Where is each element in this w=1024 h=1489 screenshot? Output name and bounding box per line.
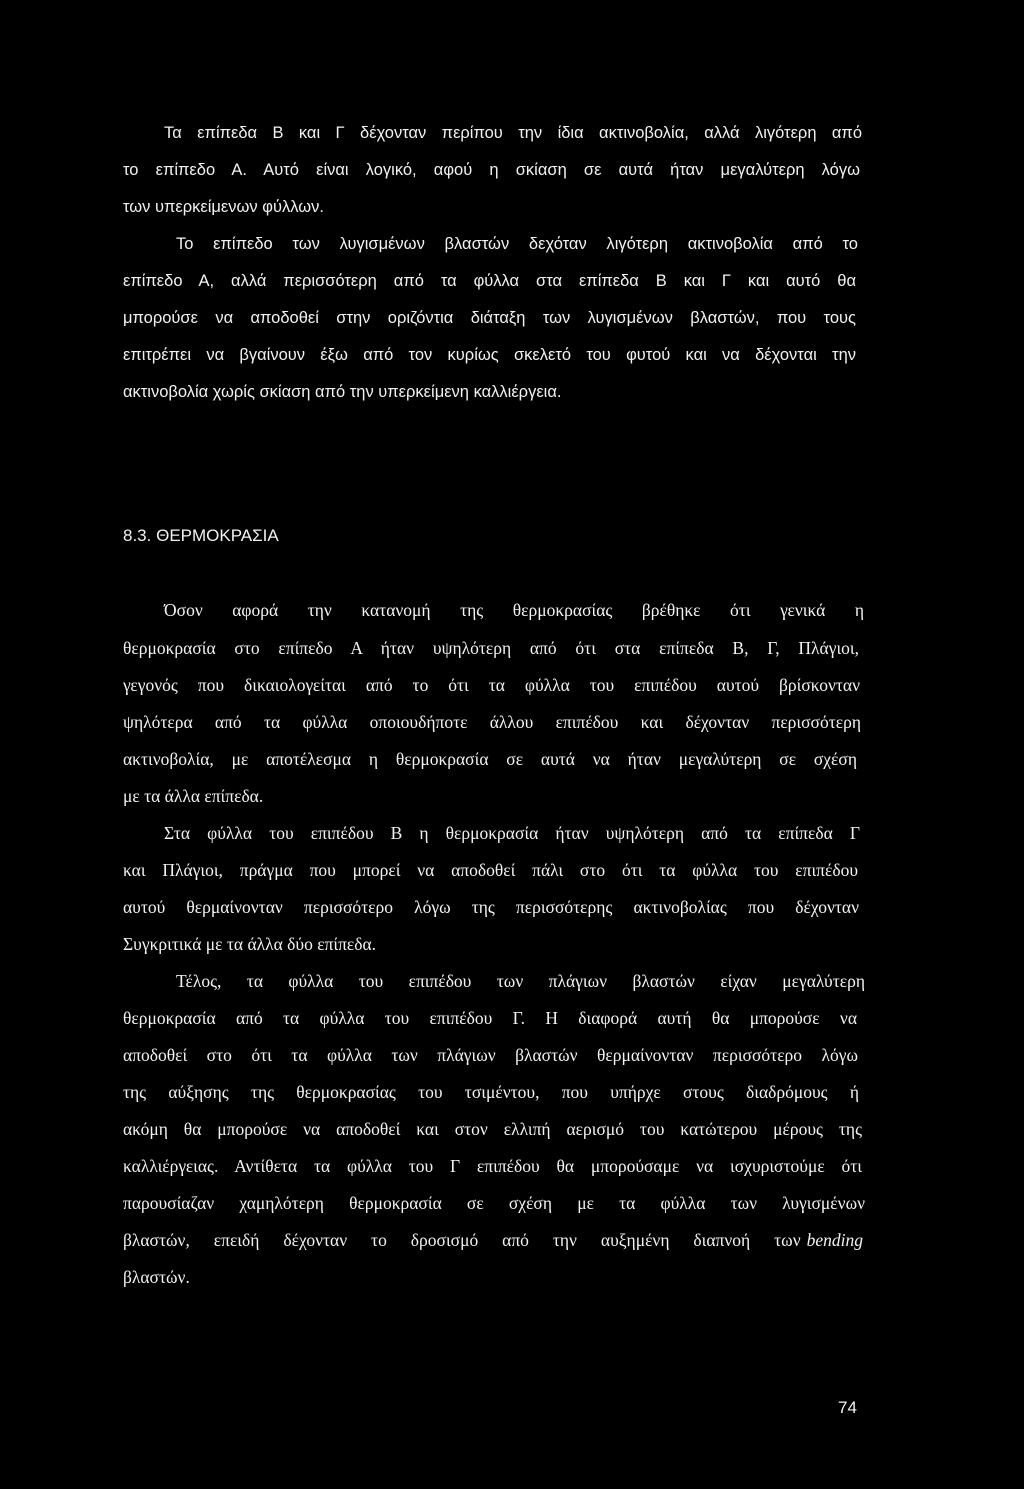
text-line: ακτινοβολία χωρίς σκίαση από την υπερκείμενη καλλιέργεια.	[123, 383, 562, 401]
page-number: 74	[838, 1398, 857, 1417]
text-line: Συγκριτικά με τα άλλα δύο επίπεδα.	[123, 934, 377, 954]
text-line: των υπερκείμενων φύλλων.	[123, 198, 324, 216]
text-line: το επίπεδο Α. Αυτό είναι λογικό, αφού η σκίαση σε αυτά ήταν μεγαλύτερη λόγω	[123, 161, 860, 179]
text-line: αποδοθεί στο ότι τα φύλλα των πλάγιων βλαστών θερμαίνονταν περισσότερο λόγω	[123, 1045, 858, 1065]
text-line: Τέλος, τα φύλλα του επιπέδου των πλάγιων βλαστών είχαν μεγαλύτερη	[176, 971, 865, 991]
section-number: 8.3.	[123, 526, 152, 545]
text-line: Το επίπεδο των λυγισμένων βλαστών δεχόταν λιγότερη ακτινοβολία από το	[176, 235, 858, 253]
text-line: με τα άλλα επίπεδα.	[123, 786, 264, 806]
text-line: αυτού θερμαίνονταν περισσότερο λόγω της περισσότερης ακτινοβολίας που δέχονταν	[123, 897, 859, 917]
text-fragment: βλαστών, επειδή δέχονταν το δροσισμό από την αυξημένη διαπνοή των	[123, 1230, 801, 1250]
italic-term: bending	[806, 1230, 863, 1250]
section-heading	[123, 525, 279, 547]
text-line: Όσον αφορά την κατανομή της θερμοκρασίας βρέθηκε ότι γενικά η	[164, 600, 864, 620]
text-line: και Πλάγιοι, πράγμα που μπορεί να αποδοθεί πάλι στο ότι τα φύλλα του επιπέδου	[123, 860, 858, 880]
text-line: θερμοκρασία στο επίπεδο Α ήταν υψηλότερη από ότι στα επίπεδα Β, Γ, Πλάγιοι,	[123, 638, 859, 658]
text-line: ψηλότερα από τα φύλλα οποιουδήποτε άλλου επιπέδου και δέχονταν περισσότερη	[123, 712, 861, 732]
text-line: Στα φύλλα του επιπέδου Β η θερμοκρασία ήταν υψηλότερη από τα επίπεδα Γ	[164, 823, 860, 843]
text-line: θερμοκρασία από τα φύλλα του επιπέδου Γ. Η διαφορά αυτή θα μπορούσε να	[123, 1008, 857, 1028]
text-line: επιτρέπει να βγαίνουν έξω από τον κυρίως σκελετό του φυτού και να δέχονται την	[123, 346, 856, 364]
text-line: μπορούσε να αποδοθεί στην οριζόντια διάταξη των λυγισμένων βλαστών, που τους	[123, 309, 856, 327]
text-line: γεγονός που δικαιολογείται από το ότι τα φύλλα του επιπέδου αυτού βρίσκονταν	[123, 675, 860, 695]
text-line: επίπεδο Α, αλλά περισσότερη από τα φύλλα στα επίπεδα Β και Γ και αυτό θα	[123, 272, 856, 290]
text-line: καλλιέργειας. Αντίθετα τα φύλλα του Γ επιπέδου θα μπορούσαμε να ισχυριστούμε ότι	[123, 1156, 862, 1176]
text-line	[123, 1229, 863, 1251]
text-line: της αύξησης της θερμοκρασίας του τσιμέντου, που υπήρχε στους διαδρόμους ή	[123, 1082, 859, 1102]
text-line: βλαστών.	[123, 1267, 190, 1287]
text-line: ακτινοβολία, με αποτέλεσμα η θερμοκρασία σε αυτά να ήταν μεγαλύτερη σε σχέση	[123, 749, 857, 769]
text-line: παρουσίαζαν χαμηλότερη θερμοκρασία σε σχέση με τα φύλλα των λυγισμένων	[123, 1193, 865, 1213]
section-title: ΘΕΡΜΟΚΡΑΣΙΑ	[156, 526, 279, 545]
text-line: ακόμη θα μπορούσε να αποδοθεί και στον ελλιπή αερισμό του κατώτερου μέρους της	[123, 1119, 862, 1139]
text-line: Τα επίπεδα Β και Γ δέχονταν περίπου την ίδια ακτινοβολία, αλλά λιγότερη από	[164, 124, 862, 142]
